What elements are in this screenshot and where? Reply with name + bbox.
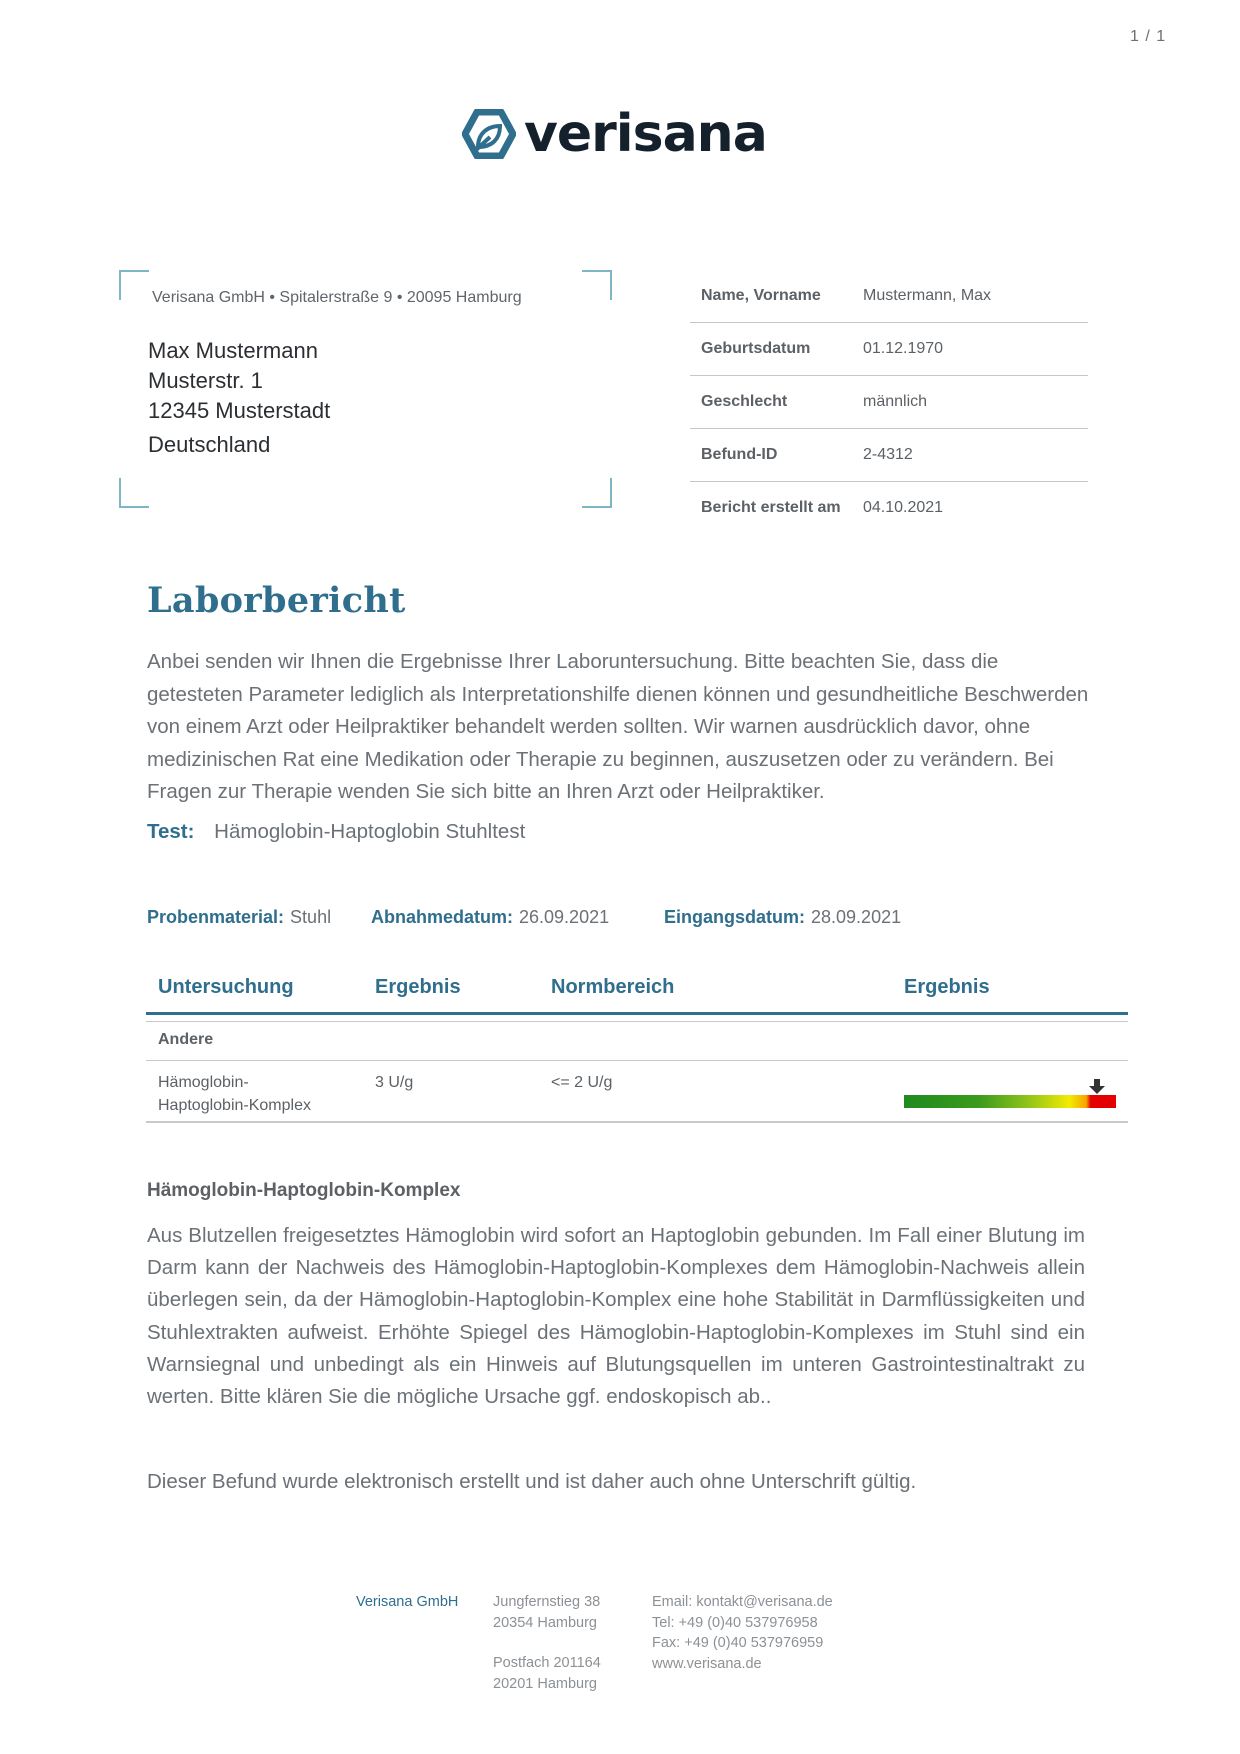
info-label: Geschlecht — [701, 393, 788, 410]
footer-postbox-line: 20201 Hamburg — [493, 1675, 597, 1692]
results-header — [146, 964, 1128, 1015]
info-label: Name, Vorname — [701, 287, 821, 304]
footer-website[interactable]: www.verisana.de — [652, 1655, 762, 1672]
group-label: Andere — [158, 1031, 214, 1048]
info-row-birthdate — [690, 323, 1088, 376]
test-name-cell — [158, 1071, 311, 1117]
patient-info-table — [690, 270, 1088, 534]
info-value: Mustermann, Max — [863, 287, 992, 304]
sample-material-value: Stuhl — [290, 907, 332, 927]
header-ergebnis-graph: Ergebnis — [904, 976, 990, 998]
intro-paragraph: Anbei senden wir Ihnen die Ergebnisse Ihrer Laboruntersuchung. Bitte beachten Sie, dass die getesteten Parameter lediglich als Interpretationshilfe dienen können und gesundheitliche Beschwerden von einem Arzt oder Heilpraktiker behandelt werden sollten. Wir warnen ausdrücklich davor, ohne medizinischen Rat eine Medikation oder Therapie zu beginnen, auszusetzen oder zu verändern. Bei Fragen zur Therapie wenden Sie sich bitte an Ihren Arzt oder Heilpraktiker. — [147, 650, 1089, 803]
address-window-corner — [582, 478, 612, 508]
address-window-corner — [119, 270, 149, 300]
info-row-name — [690, 270, 1088, 323]
receipt-date-label: Eingangsdatum: — [664, 907, 806, 927]
sample-collection-date — [371, 907, 609, 928]
address-window-corner — [582, 270, 612, 300]
test-name-line: Hämoglobin- — [158, 1074, 249, 1091]
footer-fax: Fax: +49 (0)40 537976959 — [652, 1635, 824, 1651]
page-number: 1 / 1 — [1130, 28, 1167, 45]
recipient-street: Musterstr. 1 — [148, 368, 263, 393]
recipient-address — [148, 336, 330, 460]
explanation-title: Hämoglobin-Haptoglobin-Komplex — [147, 1180, 461, 1201]
footer-email[interactable]: Email: kontakt@verisana.de — [652, 1594, 833, 1610]
verisana-logo-icon — [462, 109, 516, 159]
verisana-logo — [462, 104, 767, 164]
footer-address-line: Jungfernstieg 38 — [493, 1594, 601, 1610]
info-label: Geburtsdatum — [701, 340, 811, 357]
info-row-created — [690, 482, 1088, 534]
result-gradient-bar — [904, 1095, 1116, 1108]
footer-address-line: 20354 Hamburg — [493, 1614, 597, 1631]
recipient-country: Deutschland — [148, 432, 271, 457]
sample-receipt-date — [664, 907, 901, 928]
arrow-down-icon — [1087, 1079, 1107, 1095]
footer-tel: Tel: +49 (0)40 537976958 — [652, 1614, 818, 1631]
report-title: Laborbericht — [147, 580, 406, 621]
info-value: 01.12.1970 — [863, 340, 944, 357]
address-window-corner — [119, 478, 149, 508]
result-value-cell: 3 U/g — [375, 1074, 414, 1091]
recipient-city: 12345 Musterstadt — [148, 398, 331, 423]
header-ergebnis: Ergebnis — [375, 976, 461, 998]
recipient-name: Max Mustermann — [148, 338, 318, 363]
footer-company: Verisana GmbH — [356, 1594, 459, 1610]
sender-line: Verisana GmbH • Spitalerstraße 9 • 20095 Hamburg — [152, 289, 522, 306]
results-group-row — [146, 1021, 1128, 1061]
footer-postbox-line: Postfach 201164 — [493, 1655, 601, 1671]
results-table — [146, 964, 1128, 1123]
validity-note: Dieser Befund wurde elektronisch erstellt und ist daher auch ohne Unterschrift gültig. — [147, 1470, 917, 1493]
explanation-paragraph: Aus Blutzellen freigesetztes Hämoglobin wird sofort an Haptoglobin gebunden. Im Fall einer Blutung im Darm kann der Nachweis des Hämoglobin-Haptoglobin-Komplexes dem Hämoglobin-Nachweis allein überlegen sein, da der Hämoglobin-Haptoglobin-Komplex eine hohe Stabilität in Darmflüssigkeiten und Stuhlextrakten aufweist. Erhöhte Spiegel des Hämoglobin-Haptoglobin-Komplexes im Stuhl sind ein Warnsiegnal und unbedingt als ein Hinweis auf Blutungsquellen im unteren Gastrointestinaltrakt zu werten. Bitte klären Sie die mögliche Ursache ggf. endoskopisch ab.. — [147, 1224, 1085, 1409]
info-value: 2-4312 — [863, 446, 913, 463]
sample-material — [147, 907, 331, 928]
collection-date-label: Abnahmedatum: — [371, 907, 514, 927]
test-value: Hämoglobin-Haptoglobin Stuhltest — [214, 820, 526, 843]
info-value: männlich — [863, 393, 928, 410]
header-untersuchung: Untersuchung — [158, 976, 294, 998]
test-line — [147, 820, 525, 844]
test-label: Test: — [147, 820, 195, 843]
table-row — [146, 1061, 1128, 1123]
info-value: 04.10.2021 — [863, 499, 944, 516]
reference-range-cell: <= 2 U/g — [551, 1074, 613, 1091]
receipt-date-value: 28.09.2021 — [811, 907, 902, 927]
info-label: Bericht erstellt am — [701, 499, 841, 516]
verisana-logo-text: verisana — [524, 104, 767, 164]
info-row-gender — [690, 376, 1088, 429]
footer-contact — [652, 1592, 833, 1674]
info-row-report-id — [690, 429, 1088, 482]
footer-address — [493, 1592, 601, 1694]
header-normbereich: Normbereich — [551, 976, 675, 998]
collection-date-value: 26.09.2021 — [519, 907, 610, 927]
test-name-line: Haptoglobin-Komplex — [158, 1097, 311, 1114]
sample-material-label: Probenmaterial: — [147, 907, 285, 927]
info-label: Befund-ID — [701, 446, 778, 463]
